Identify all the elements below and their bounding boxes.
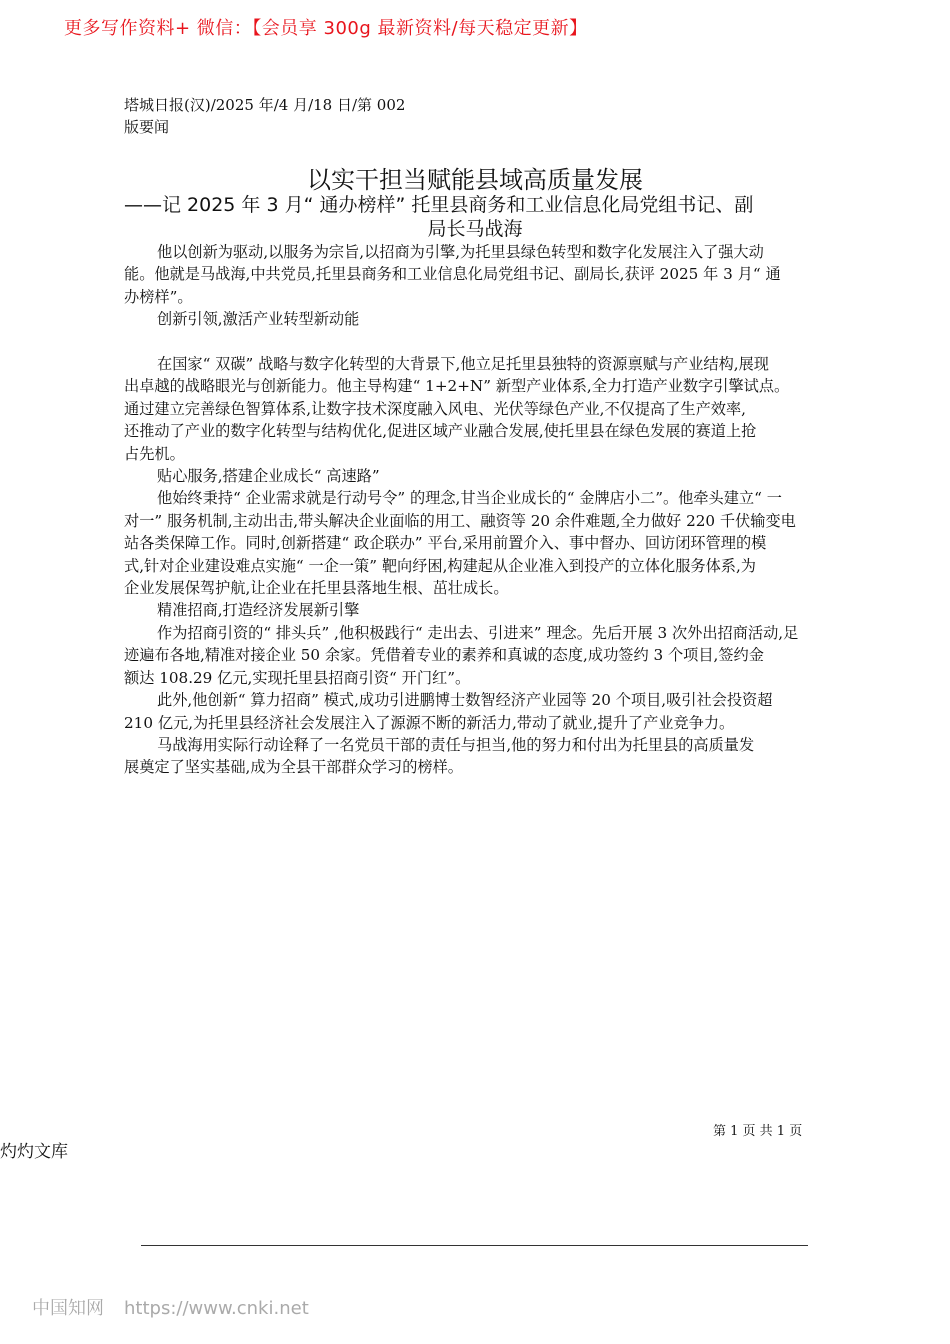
source-line: 塔城日报(汉)/2025 年/4 月/18 日/第 002 [124,96,406,114]
paragraph-line: 企业发展保驾护航,让企业在托里县落地生根、茁壮成长。 [124,579,509,598]
paragraph-gap [124,331,834,353]
paragraph-line: 通过建立完善绿色智算体系,让数字技术深度融入风电、光伏等绿色产业,不仅提高了生产效率, [124,399,746,418]
paragraph-line: 能。他就是马战海,中共党员,托里县商务和工业信息化局党组书记、副局长,获评 2025 年 3 月“ 通 [124,265,781,284]
paragraph-line: 式,针对企业建设难点实施“ 一企一策” 靶向纾困,构建起从企业准入到投产的立体化服务体系,为 [124,556,756,575]
paragraph-line: 迹遍布各地,精准对接企业 50 余家。凭借着专业的素养和真诚的态度,成功签约 3 个项目,签约金 [124,646,764,665]
cnki-url: https://www.cnki.net [124,1298,309,1319]
paragraph-line: 他始终秉持“ 企业需求就是行动号令” 的理念,甘当企业成长的“ 金牌店小二”。他牵头建立“ 一 [157,489,782,508]
paragraph [124,353,834,465]
page-number: 第 1 页 共 1 页 [713,1124,803,1139]
paragraph-line: 他以创新为驱动,以服务为宗旨,以招商为引擎,为托里县绿色转型和数字化发展注入了强大动 [157,243,764,261]
paragraph-line: 展奠定了坚实基础,成为全县干部群众学习的榜样。 [124,758,463,777]
paragraph-line: 创新引领,激活产业转型新动能 [157,310,360,329]
paragraph [124,487,834,599]
cnki-name: 中国知网 [32,1298,104,1319]
paragraph-line: 在国家“ 双碳” 战略与数字化转型的大背景下,他立足托里县独特的资源禀赋与产业结构,展现 [157,355,769,374]
paragraph [124,241,834,308]
paragraph [124,308,834,330]
paragraph-line: 额达 108.29 亿元,实现托里县招商引资“ 开门红”。 [124,668,471,687]
paragraph [124,622,834,689]
paragraph-line: 精准招商,打造经济发展新引擎 [157,601,360,620]
paragraph-line: 办榜样”。 [124,287,193,306]
article-title: 以实干担当赋能县域高质量发展 [307,166,643,194]
paragraph-line: 作为招商引资的“ 排头兵” ,他积极践行“ 走出去、引进来” 理念。先后开展 3 次外出招商活动,足 [157,623,799,642]
library-label: 灼灼文库 [0,1142,68,1162]
paragraph-line: 210 亿元,为托里县经济社会发展注入了源源不断的新活力,带动了就业,提升了产业竞争力。 [124,713,735,732]
article-subtitle [124,193,826,241]
paragraph-line: 马战海用实际行动诠释了一名党员干部的责任与担当,他的努力和付出为托里县的高质量发 [157,735,755,754]
paragraph [124,734,834,779]
article-body [124,241,834,779]
paragraph-line: 贴心服务,搭建企业成长“ 高速路” [157,467,380,486]
subtitle-line: 局长马战海 [427,218,523,240]
footer-divider [141,1245,808,1246]
paragraph-line: 出卓越的战略眼光与创新能力。他主导构建“ 1+2+N” 新型产业体系,全力打造产业数字引擎试点。 [124,377,790,396]
source-meta [124,94,405,138]
paragraph-line: 对一” 服务机制,主动出击,带头解决企业面临的用工、融资等 20 余件难题,全力做好 220 千伏输变电 [124,511,796,530]
subtitle-line: ——记 2025 年 3 月“ 通办榜样” 托里县商务和工业信息化局党组书记、副 [124,194,754,216]
paragraph [124,689,834,734]
paragraph-line: 此外,他创新“ 算力招商” 模式,成功引进鹏博士数智经济产业园等 20 个项目,吸引社会投资超 [157,691,773,710]
section-line: 版要闻 [124,118,170,136]
paragraph-line: 还推动了产业的数字化转型与结构优化,促进区域产业融合发展,使托里县在绿色发展的赛道上抢 [124,422,757,441]
paragraph [124,465,834,487]
paragraph-line: 站各类保障工作。同时,创新搭建“ 政企联办” 平台,采用前置介入、事中督办、回访闭环管理的模 [124,534,767,553]
promo-banner: 更多写作资料+ 微信：【会员享 300g 最新资料/每天稳定更新】 [64,18,588,39]
paragraph [124,599,834,621]
cnki-watermark [32,1294,329,1320]
paragraph-line: 占先机。 [124,444,185,463]
